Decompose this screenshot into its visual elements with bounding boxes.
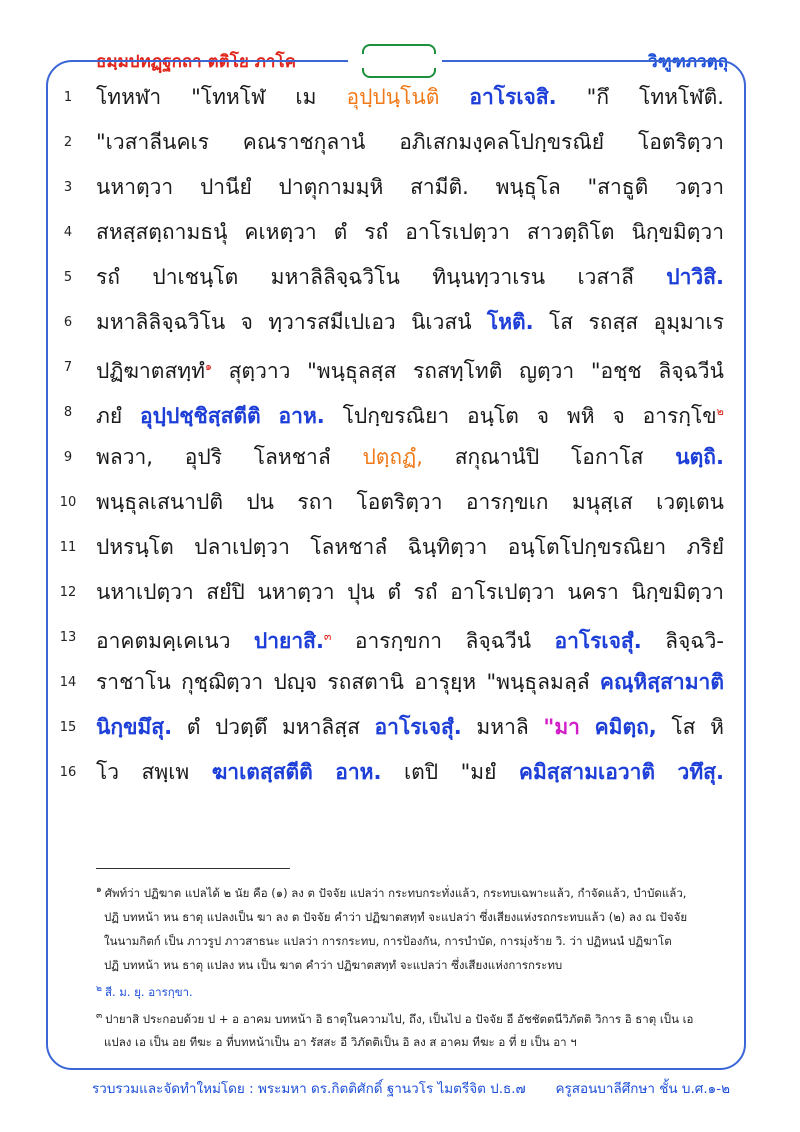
text-line: [0, 256, 800, 304]
word: "สาธูติ: [587, 175, 649, 199]
word: อาโรเจสุํ.: [374, 715, 462, 739]
word: รถสฺส: [588, 310, 639, 334]
chapter-title: วิฑูฑภวตฺถุ: [648, 52, 728, 72]
word: "มา: [543, 715, 580, 739]
line-number: 3: [63, 180, 73, 195]
word: เตปิ: [403, 760, 439, 784]
word: สุตฺวาว: [228, 359, 291, 383]
word: จ: [240, 310, 253, 334]
word: ราชาโน: [96, 670, 171, 694]
word: อารกฺโข: [642, 404, 717, 428]
word: ลิจฺฉวีนํ: [465, 629, 532, 653]
word: อนฺโตโปกฺขรณิยา: [507, 535, 667, 559]
word: รถสตานิ: [327, 670, 404, 694]
word: อุปริ: [184, 445, 222, 469]
word: อาโรเจสุํ.: [554, 629, 642, 653]
line-text: [96, 755, 724, 789]
footnote-line: [96, 953, 726, 977]
footnote-ref[interactable]: ๒: [716, 405, 724, 418]
word: คณฺหิสฺสามาติ: [599, 670, 724, 694]
footnote-line: [96, 929, 726, 953]
text-line: [0, 571, 800, 619]
word: คมิสฺสามเอวาติ: [518, 760, 656, 784]
line-number: 14: [59, 675, 77, 690]
word: รถํ: [413, 580, 438, 604]
word: พหิ: [566, 404, 595, 428]
footnote-mark: ๓: [96, 1010, 103, 1021]
line-number: 6: [63, 315, 73, 330]
word: ฆาเตสฺสตีติ: [211, 760, 313, 784]
word: โส: [671, 715, 696, 739]
word: ลิจฺฉวิ-: [665, 629, 724, 653]
word: อาโรเจสิ.: [469, 85, 557, 109]
word: หิ: [710, 715, 724, 739]
word: สกุณานํปิ: [454, 445, 540, 469]
text-line: [0, 481, 800, 529]
word: ฉินฺทิตฺวา: [407, 535, 488, 559]
word: อุปฺปนฺโนติ: [346, 85, 440, 109]
word: พนฺธุโล: [495, 175, 561, 199]
word: วตฺวา: [674, 175, 724, 199]
word: เวสาลึ: [577, 265, 634, 289]
footnote-text: ปฏิ บทหน้า หน ธาตุ แปลงเป็น ฆา ลง ต ปัจจัย คำว่า ปฏิฆาตสทฺทํ จะแปลว่า ซึ่งเสียงแห่งรถกระทบแล้ว (๒) ลง ณ ปัจจัย: [104, 909, 688, 924]
footnote-text: ปฏิ บทหน้า หน ธาตุ แปลง หน เป็น ฆาต คำว่า ปฏิฆาตสทฺทํ จะแปลว่า ซึ่งเสียงแห่งการกระทบ: [104, 957, 563, 972]
footnote-ref[interactable]: ๓: [323, 630, 332, 643]
text-line: [0, 391, 800, 439]
word: อุมฺมาเร: [653, 310, 724, 334]
line-text: [96, 305, 724, 339]
word: มหาลิลิจฺฉวิโน: [270, 265, 400, 289]
line-text: [96, 620, 724, 658]
word: นครา: [567, 580, 619, 604]
word: สยํปิ: [206, 580, 245, 604]
word: โอกาโส: [571, 445, 644, 469]
word: นหาตฺวา: [96, 175, 174, 199]
word: พลวา,: [96, 445, 153, 469]
text-line: [0, 76, 800, 124]
word: ปายาสิ.: [253, 629, 324, 653]
footnote-line: [96, 977, 726, 1004]
line-number: 15: [59, 720, 77, 735]
word: นหาเปตฺวา: [96, 580, 194, 604]
footnote-text: แปลง เอ เป็น อย ทีฆะ อ ที่บทหน้าเป็น อา รัสสะ อี วิภัตติเป็น อิ ลง ส อาคม ทีฆะ อ ที่ ย เป็น อา ฯ: [104, 1035, 577, 1050]
word: มหาลิลิจฺฉวิโน: [96, 310, 226, 334]
word: สหสฺสตฺถามธนุํ: [96, 220, 228, 244]
footnote-mark: ๑: [96, 885, 102, 895]
line-text: [96, 395, 724, 433]
word: โว: [96, 760, 120, 784]
word: อุปฺปชฺชิสฺสตีติ: [140, 404, 261, 428]
line-text: [96, 665, 724, 699]
text-line: [0, 616, 800, 664]
word: เม: [295, 85, 317, 109]
word: พนฺธุลเสนาปติ: [96, 490, 223, 514]
line-text: [96, 80, 724, 114]
word: รถํ: [364, 220, 389, 244]
line-text: [96, 260, 724, 294]
word: "เวสาลีนคเร: [96, 130, 209, 154]
word: ปุน: [347, 580, 375, 604]
word: รถํ: [96, 265, 120, 289]
word: ญตฺวา: [519, 359, 575, 383]
word: อารกฺขเก: [465, 490, 549, 514]
word: โอตริตฺวา: [637, 130, 724, 154]
word: มนุสฺเส: [571, 490, 633, 514]
word: โอตริตฺวา: [356, 490, 443, 514]
word: นิกฺขมิตฺวา: [631, 580, 724, 604]
word: ภยํ: [96, 404, 123, 428]
word: "อชฺช: [590, 359, 642, 383]
footnote-text: ในนามกิตก์ เป็น ภาวรูป ภาวสาธนะ แปลว่า การกระทบ, การป้องกัน, การบำบัด, การมุ่งร้าย วิ. ว่า ปฏิหนนํ ปฏิฆาโต: [104, 933, 672, 948]
line-number: 12: [59, 585, 77, 600]
word: ปลาเปตฺวา: [194, 535, 290, 559]
word: รถา: [297, 490, 334, 514]
word: ลิจฺฉวีนํ: [658, 359, 724, 383]
line-number: 4: [63, 225, 73, 240]
word: ทินฺนทฺวาเรน: [432, 265, 546, 289]
line-number: 2: [63, 135, 73, 150]
line-number: 7: [63, 360, 73, 375]
word: นิกฺขมิตฺวา: [631, 220, 724, 244]
text-line: [0, 526, 800, 574]
word: กุชฺฌิตฺวา: [181, 670, 264, 694]
text-line: [0, 211, 800, 259]
word: โปกฺขรณิยา: [342, 404, 450, 428]
word: ตํ: [387, 580, 401, 604]
text-line: [0, 751, 800, 799]
word: โทหฬา: [96, 85, 162, 109]
word: สาวตฺถิโต: [526, 220, 615, 244]
word: โลหชาลํ: [310, 535, 388, 559]
footnote: [96, 977, 726, 1004]
footnote-line: [96, 905, 726, 929]
word: ตํ: [186, 715, 201, 739]
line-number: 8: [63, 405, 73, 420]
footnotes: [96, 878, 726, 1054]
word: รถสทฺโทติ: [412, 359, 503, 383]
word: สามีติ.: [410, 175, 469, 199]
line-text: [96, 575, 724, 609]
text-line: [0, 706, 800, 754]
line-number: 11: [59, 540, 77, 555]
word: ปาเชนฺโต: [152, 265, 239, 289]
text-line: [0, 121, 800, 169]
line-number: 5: [63, 270, 73, 285]
word: ปญฺจ: [273, 670, 318, 694]
word: โส: [549, 310, 574, 334]
word: นตฺถิ.: [675, 445, 724, 469]
line-text: [96, 170, 724, 204]
text-line: [0, 436, 800, 484]
word: จ: [612, 404, 625, 428]
word: นิกฺขมึสุ.: [96, 715, 173, 739]
word: สพฺเพ: [141, 760, 190, 784]
footnote-line: [96, 1004, 726, 1031]
footnote-text: ศัพท์ว่า ปฏิฆาต แปลได้ ๒ นัย คือ (๑) ลง ต ปัจจัย แปลว่า กระทบกระทั่งแล้ว, กระทบเฉพาะแล้ว, กำจัดแล้ว, บำบัดแล้ว,: [104, 885, 687, 900]
line-text: [96, 125, 724, 159]
word: ปานียํ: [199, 175, 252, 199]
text-line: [0, 661, 800, 709]
footnote-text: ปายาสิ ประกอบด้วย ป + อ อาคม บทหน้า อิ ธาตุในความไป, ถึง, เป็นไป อ ปัจจัย อี อัชชัตตนีวิภัตติ วิการ อิ ธาตุ เป็น เอ: [105, 1011, 694, 1026]
word: เวตฺเตน: [656, 490, 724, 514]
word: มหาลิสฺส: [281, 715, 360, 739]
word: อาโรเปตฺวา: [405, 220, 510, 244]
word: ปตฺถฏํ,: [362, 445, 423, 469]
word: ปฏิฆาตสทฺทํ: [96, 359, 205, 383]
text-line: [0, 301, 800, 349]
word: "มยํ: [460, 760, 497, 784]
line-text: [96, 485, 724, 519]
word: "พนฺธุลสฺส: [307, 359, 397, 383]
word: อารุยฺห: [414, 670, 477, 694]
word: "พนฺธุลมลฺลํ: [486, 670, 590, 694]
frame-gap: [348, 54, 442, 68]
word: ปน: [246, 490, 275, 514]
word: อาคตมคฺเคเนว: [96, 629, 231, 653]
word: ปวตฺตึ: [214, 715, 268, 739]
word: อนฺโต: [467, 404, 519, 428]
word: "โทหโฬ: [191, 85, 266, 109]
line-number: 9: [63, 450, 73, 465]
word: "กึ: [586, 85, 610, 109]
line-text: [96, 530, 724, 564]
footnote-divider: [96, 868, 290, 869]
footer-course: ครูสอนบาลีศึกษา ชั้น บ.ศ.๑-๒: [555, 1081, 730, 1097]
word: มหาลิ: [476, 715, 529, 739]
word: อาห.: [278, 404, 325, 428]
word: นิเวสนํ: [411, 310, 472, 334]
line-text: [96, 440, 724, 474]
text-line: [0, 166, 800, 214]
line-number: 10: [59, 495, 77, 510]
word: ปาตุกามมฺหิ: [278, 175, 384, 199]
word: โลหชาลํ: [253, 445, 331, 469]
word: ตํ: [333, 220, 348, 244]
word: อาโรเปตฺวา: [450, 580, 555, 604]
word: ทฺวารสมีเปเอว: [268, 310, 396, 334]
word: คณราชกุลานํ: [242, 130, 366, 154]
word: อภิเสกมงฺคลโปกฺขรณิยํ: [399, 130, 605, 154]
footnote-line: [96, 878, 726, 905]
line-number: 1: [63, 90, 73, 105]
line-text: [96, 215, 724, 249]
word: วทึสุ.: [677, 760, 724, 784]
footer-credit: รวบรวมและจัดทำใหม่โดย : พระมหา ดร.กิตติศักดิ์ ฐานวโร ไมตรีจิต ป.ธ.๗: [92, 1081, 526, 1097]
footnote-ref[interactable]: ๑: [204, 360, 212, 373]
word: โทหโฬติ.: [639, 85, 724, 109]
word: ปาวิสิ.: [666, 265, 724, 289]
word: อาห.: [335, 760, 382, 784]
line-text: [96, 710, 724, 744]
word: ปหรนฺโต: [96, 535, 174, 559]
line-text: [96, 350, 724, 388]
footnote-line: [96, 1030, 726, 1054]
line-number: 13: [59, 630, 77, 645]
footnote-mark: ๒: [96, 983, 102, 994]
book-title: ธมฺมปทฏฺฐกถา ตติโย ภาโค: [96, 52, 296, 72]
word: คมิตฺถ,: [594, 715, 657, 739]
text-line: [0, 346, 800, 394]
footnote: [96, 1004, 726, 1055]
line-number: 16: [59, 765, 77, 780]
footnote: [96, 878, 726, 977]
word: อารกฺขกา: [354, 629, 443, 653]
footnote-text: สี. ม. ยุ. อารกฺขา.: [104, 984, 193, 999]
word: โหติ.: [486, 310, 534, 334]
word: จ: [536, 404, 550, 428]
word: นหาตฺวา: [257, 580, 335, 604]
word: คเหตฺวา: [244, 220, 317, 244]
word: ภริยํ: [686, 535, 724, 559]
